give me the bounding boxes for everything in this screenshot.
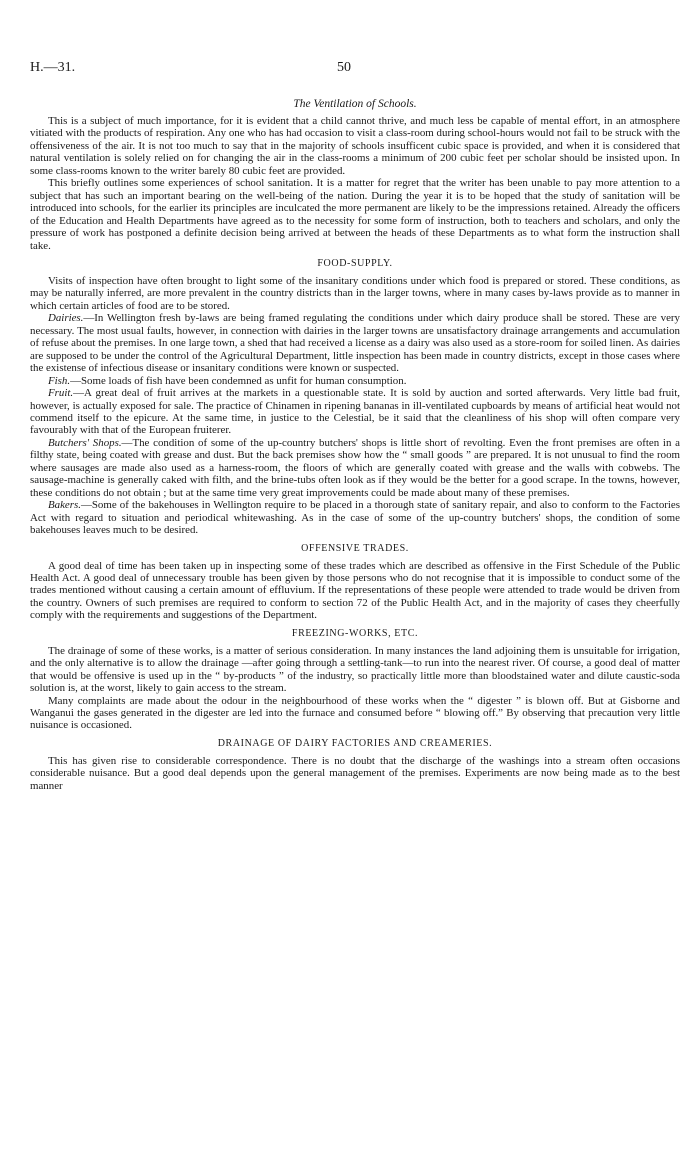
paragraph-butchers xyxy=(30,437,680,499)
paragraph-bakers xyxy=(30,499,680,536)
section-heading-food-supply: FOOD-SUPPLY. xyxy=(317,257,393,269)
paragraph-text: —A great deal of fruit arrives at the markets in a questionable state. It is sold by auction and sorted afterwards. Very little bad fruit, however, is actually exposed for sale. The practice of Chinamen in ripening bananas in ill-ventilated cupboards by means of artificial heat would not commend itself to the epicure. At the same time, in justice to the Celestial, be it said that the cleanliness of his shop will often compare very favourably with that of the European fruiterer. xyxy=(30,387,680,437)
run-in-heading: Fish. xyxy=(48,374,71,387)
section-heading-drainage: DRAINAGE OF DAIRY FACTORIES AND CREAMERIES. xyxy=(217,737,493,749)
paragraph: A good deal of time has been taken up in inspecting some of these trades which are described as offensive in the First Schedule of the Public Health Act. A good deal of unnecessary trouble has been given by those persons who do not recognise that it is impossible to conduct some of the trades mentioned without causing a certain amount of effluvium. If the representations of these people were attended to trade would be driven from the country. Owners of such premises are required to conform to section 72 of the Public Health Act, and in the majority of cases they cheerfully comply with the requirements and suggestions of the Department. xyxy=(30,559,680,622)
section-heading-freezing-works: FREEZING-WORKS, ETC. xyxy=(291,627,419,639)
paragraph: Many complaints are made about the odour in the neighbourhood of these works when the “ digester ” is blown off. But at Gisborne and Wanganui the gases generated in the digester are led into the furnace and consumed before “ blowing off.” By observing that precaution very little nuisance is occasioned. xyxy=(30,694,680,732)
paragraph: This has given rise to considerable correspondence. There is no doubt that the discharge of the washings into a stream often occasions considerable nuisance. But a good deal depends upon the general management of the premises. Experiments are now being made as to the best manner xyxy=(30,754,680,792)
paragraph-dairies xyxy=(30,312,680,374)
section-heading-offensive-trades: OFFENSIVE TRADES. xyxy=(301,542,409,554)
paragraph: This briefly outlines some experiences of school sanitation. It is a matter for regret that the writer has been unable to pay more attention to a subject that has such an important bearing on the well-being of the nation. During the year it is to be hoped that the study of sanitation will be introduced into schools, for the earlier its principles are inculcated the more permanent are likely to be the impressions retained. Already the officers of the Education and Health Departments have agreed as to the necessity for some form of instruction, both to teachers and scholars, and only the pressure of work has postponed a definite decision being arrived at between the heads of these Departments as to what form the instruction shall take. xyxy=(30,177,680,252)
document-page xyxy=(30,0,680,792)
paragraph: This is a subject of much importance, for it is evident that a child cannot thrive, and much less be capable of mental effort, in an atmosphere vitiated with the products of respiration. Any one who has had occasion to visit a class-room during school-hours would not fail to be struck with the offensiveness of the air. It is not too much to say that in the majority of schools insufficent cubic space is provided, and when it is considered that natural ventilation is solely relied on for changing the air in the class-rooms a minimum of 200 cubic feet per scholar should be insisted upon. In some class-rooms known to the writer barely 80 cubic feet are provided. xyxy=(30,115,680,177)
page-header xyxy=(30,0,680,80)
paragraph-text: —Some loads of fish have been condemned as unfit for human consumption. xyxy=(70,374,407,387)
paragraph-text: —Some of the bakehouses in Wellington require to be placed in a thorough state of sanitary repair, and also to conform to the Factories Act with regard to situation and periodical whitewashing. As in the case of some of the up-country butchers' shops, the condition of some bakehouses leaves much to be desired. xyxy=(30,499,680,537)
run-in-heading: Dairies. xyxy=(48,312,84,325)
paragraph: The drainage of some of these works, is a matter of serious consideration. In many instances the land adjoining them is unsuitable for irrigation, and the only alternative is to allow the drainage —after going through a settling-tank—to run into the nearest river. Of course, a good deal of matter that would be offensive is used up in the “ by-products ” of the industry, so practically little more than bloodstained water and dilute caustic-soda solution is, at the worst, likely to gain access to the stream. xyxy=(30,644,680,695)
run-in-heading: Butchers' Shops. xyxy=(48,436,122,449)
section-title-ventilation: The Ventilation of Schools. xyxy=(293,98,417,110)
run-in-heading: Fruit. xyxy=(48,387,74,400)
document-reference: H.—31. xyxy=(30,60,76,75)
paragraph-fish xyxy=(30,375,680,387)
paragraph: Visits of inspection have often brought to light some of the insanitary conditions under which food is prepared or stored. These conditions, as may be naturally inferred, are more prevalent in the country districts than in the larger towns, where in many cases by-laws provide as to manner in which certain articles of food are to be stored. xyxy=(30,274,680,312)
page-number: 50 xyxy=(337,60,351,75)
run-in-heading: Bakers. xyxy=(48,499,81,512)
paragraph-text: —The condition of some of the up-country butchers' shops is little short of revolting. Even the front premises are often in a filthy state, being coated with grease and dust. But the back premises show how the “ small goods ” are prepared. It is not unusual to find the room where sausages are made also used as a harness-room, the floors of which are generally coated with grease and the walls with cobwebs. The sausage-machine is generally caked with filth, and the brine-tubs often look as if they would be the better for a good scrape. In the towns, however, these conditions do not obtain ; but at the same time very great improvements could be made about many of these premises. xyxy=(30,436,680,499)
paragraph-text: —In Wellington fresh by-laws are being framed regulating the conditions under which dairy produce shall be stored. These are very necessary. The most usual faults, however, in connection with dairies in the larger towns are unsatisfactory drainage arrangements and accumulation of refuse about the premises. In one large town, a shed that had received a license as a dairy was also used as a store-room for soiled linen. As dairies are supposed to be under the control of the Agricultural Department, little inspection has been made in country districts, except in those cases where the existense of infectious disease or insanitary conditions were known or suspected. xyxy=(30,312,680,375)
paragraph-fruit xyxy=(30,387,680,437)
